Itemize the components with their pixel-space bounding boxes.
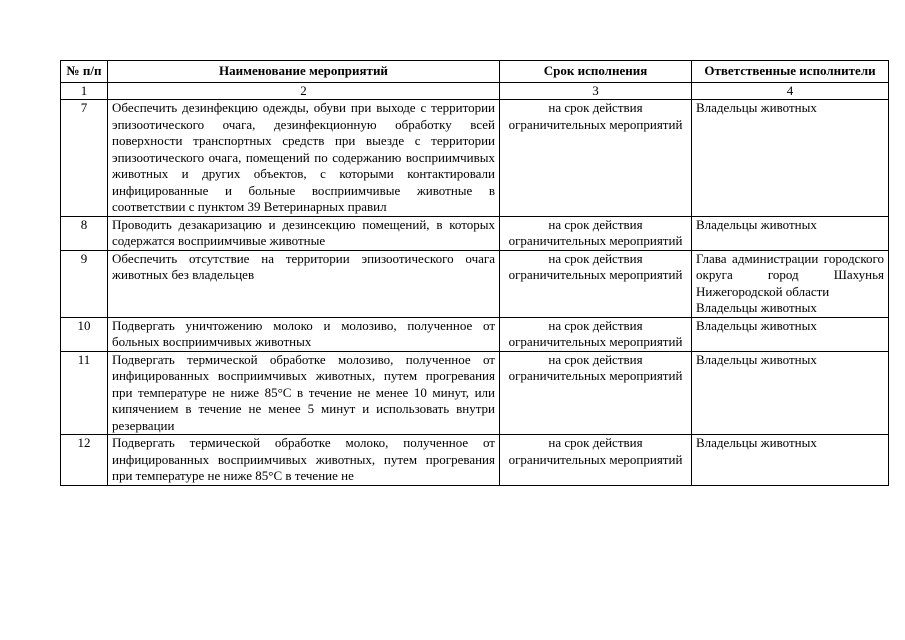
table-row <box>61 100 889 217</box>
column-index: 1 <box>61 82 108 100</box>
row-measure: Подвергать термической обработке молоко, полученное от инфицированных восприимчивых животных, путем прогревания при температуре не ниже 85°С в течение не <box>108 435 500 486</box>
row-number: 7 <box>61 100 108 217</box>
row-responsible: Владельцы животных <box>692 351 889 435</box>
row-responsible: Владельцы животных <box>692 317 889 351</box>
table-row <box>61 216 889 250</box>
row-measure: Подвергать термической обработке молозиво, полученное от инфицированных восприимчивых животных, путем прогревания при температуре не ниже 85°С в течение не менее 10 минут, или кипячением в течение не менее 5 минут и использовать внутри резервации <box>108 351 500 435</box>
row-term: на срок действия ограничительных мероприятий <box>500 216 692 250</box>
row-number: 12 <box>61 435 108 486</box>
header-responsible: Ответственные исполнители <box>692 61 889 83</box>
row-measure: Проводить дезакаризацию и дезинсекцию помещений, в которых содержатся восприимчивые животные <box>108 216 500 250</box>
measures-table <box>60 60 889 486</box>
column-index: 4 <box>692 82 889 100</box>
row-number: 10 <box>61 317 108 351</box>
row-term: на срок действия ограничительных мероприятий <box>500 100 692 217</box>
row-responsible: Глава администрации городского округа город Шахунья Нижегородской области <box>696 250 884 299</box>
row-measure: Обеспечить отсутствие на территории эпизоотического очага животных без владельцев <box>108 250 500 317</box>
row-term: на срок действия ограничительных мероприятий <box>500 250 692 317</box>
table-row <box>61 250 889 317</box>
header-row <box>61 61 889 83</box>
column-index: 3 <box>500 82 692 100</box>
column-index-row <box>61 82 889 100</box>
table-row <box>61 317 889 351</box>
row-responsible: Владельцы животных <box>692 216 889 250</box>
header-number: № п/п <box>61 61 108 83</box>
row-responsible: Владельцы животных <box>692 100 889 217</box>
row-number: 11 <box>61 351 108 435</box>
row-number: 9 <box>61 250 108 317</box>
header-measure: Наименование мероприятий <box>108 61 500 83</box>
row-measure: Обеспечить дезинфекцию одежды, обуви при выходе с территории эпизоотического очага, дезинфекционную обработку всей поверхности транспортных средств при выезде с территории эпизоотического очага, помещений по содержанию восприимчивых животных и других объектов, с которыми контактировали инфицированные и больные восприимчивые животные в соответствии с пунктом 39 Ветеринарных правил <box>108 100 500 217</box>
table-row <box>61 351 889 435</box>
row-responsible-cell <box>692 250 889 317</box>
row-term: на срок действия ограничительных мероприятий <box>500 351 692 435</box>
row-term: на срок действия ограничительных мероприятий <box>500 435 692 486</box>
column-index: 2 <box>108 82 500 100</box>
header-term: Срок исполнения <box>500 61 692 83</box>
row-number: 8 <box>61 216 108 250</box>
row-responsible: Владельцы животных <box>692 435 889 486</box>
table-row <box>61 435 889 486</box>
row-responsible-secondary: Владельцы животных <box>696 300 817 315</box>
row-measure: Подвергать уничтожению молоко и молозиво, полученное от больных восприимчивых животных <box>108 317 500 351</box>
row-term: на срок действия ограничительных мероприятий <box>500 317 692 351</box>
